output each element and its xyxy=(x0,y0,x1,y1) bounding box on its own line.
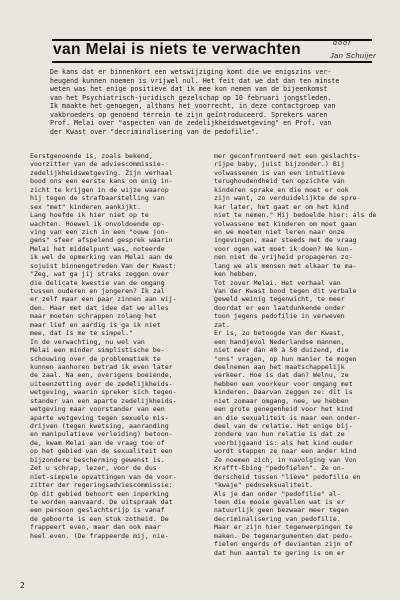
text-line: "Zeg, wat ga jij straks zeggen over xyxy=(30,270,169,279)
text-line: te worden aanvaard. De uitspraak dat xyxy=(30,497,173,506)
text-line: ik wel de opmerking van Melai aan de xyxy=(30,253,173,262)
text-line: de, kwam Melai aan de vraag toe of xyxy=(30,438,165,447)
text-line: deelnemen aan het maatschappelijk xyxy=(214,362,345,371)
text-line: en die sexualiteit is maar een onder- xyxy=(214,413,361,422)
text-line: Eerstgenoende is, zoals bekend, xyxy=(30,152,153,160)
text-line: een handjevol Nederlandse mannen, xyxy=(214,337,345,346)
text-line: dat hun aantal te gering is om er xyxy=(214,548,345,557)
intro-line: Prof. Melai over "aspecten van de zedelijkheidswetgeving" en Prof. van xyxy=(50,119,332,128)
text-line: ingevingen, maar steeds met de vraag xyxy=(214,236,357,245)
text-line: Maar er zijn hier tegenwerpingen te xyxy=(214,523,353,532)
text-line: ken hebben. xyxy=(214,270,258,279)
right-column xyxy=(214,152,377,557)
text-line: die delicate kwestie van de omgang xyxy=(30,278,165,287)
intro-line: Ik maakte het genoegen, althans het voorrecht, in deze contactgroep van xyxy=(50,102,336,111)
text-line: zitter der regeringsadviescommissie: xyxy=(30,481,173,490)
text-line: Tot zover Melai. Het verhaal van xyxy=(214,278,341,287)
intro-line: der Kwast over "decriminalisering van de pedofilie". xyxy=(50,127,260,136)
text-line: bood ons een eerste kans om enig in- xyxy=(30,177,173,186)
left-column xyxy=(30,152,193,540)
text-line: derscheid tussen "lieve" pedofilie en xyxy=(214,472,361,481)
text-line: uiteenzetting over de zedelijkheids- xyxy=(30,379,173,388)
text-line: zat. xyxy=(214,320,230,329)
intro-line: vakbroeders op genoend terrein te zijn geïntroduceerd. Sprekers waren xyxy=(50,110,328,119)
text-line: maar lief en aardig is ga ik niet xyxy=(30,320,161,329)
text-line: In de verwachting, nu wel van xyxy=(30,337,145,346)
text-line: zedelijkheidswetgeving. Zijn verhaal xyxy=(30,168,173,177)
intro-line: van het Psychiatrisch-juridisch gezelschap op 10 februari jongstleden. xyxy=(50,93,332,102)
text-line: rijpe baby, juist bijzonder.) Bij xyxy=(214,160,345,169)
text-line: natuurlijk geen bezwaar meer tegen xyxy=(214,506,349,515)
text-line: nen niet de vrijheid propageren zo- xyxy=(214,253,353,262)
text-line: aparte wetgeving tegen sexuele mis- xyxy=(30,413,169,422)
text-line: Lang hoefde ik hier niet op te xyxy=(30,211,149,220)
text-line: wetgeving maar voorstander van een xyxy=(30,405,165,414)
text-line: tussen ouderen en jongeren? Ik zal xyxy=(30,287,165,295)
text-line: op het gebied van de sexualiteit een xyxy=(30,447,173,456)
text-line: decriminalisering van pedofilie. xyxy=(214,514,341,523)
text-line: hebben een voorkeur voor omgang met xyxy=(214,379,353,388)
text-line: en we moeten niet leren naar onze xyxy=(214,227,345,236)
text-line: wachten. Hoewel ik onvoldoende op- xyxy=(30,219,165,228)
text-line: ving van een zich in een "ouwe jon- xyxy=(30,227,169,236)
text-line: Er is, zo betoogde Van der Kwast, xyxy=(214,329,345,338)
text-line: kunnen aanhoren betrad ik even later xyxy=(30,362,173,371)
text-line: zijn want, zo verduidelijkte de spre- xyxy=(214,194,361,203)
text-line: toon jegens pedofilie in verweven xyxy=(214,312,345,321)
text-line: en manipulatieve verleiding) betoon- xyxy=(30,430,173,439)
intro-line: heugend kunnen noemen is vrijwel nul. Het feit dat we dat dan ten minste xyxy=(50,76,340,85)
text-line: de geboorte is een stuk zotheid. De xyxy=(30,514,169,523)
text-line: Melai het middelpunt was, noteerde xyxy=(30,244,165,253)
text-line: fielen engerds of devianten zijn of xyxy=(214,540,353,549)
text-line: voorzitter van de adviescommissie- xyxy=(30,160,165,169)
article-title: van Melai is niets te verwachten xyxy=(53,41,301,58)
text-line: Ze noemen zich, in navolging van Von xyxy=(214,455,357,464)
text-line: voorbijgaand is: als het kind ouder xyxy=(214,438,353,447)
text-line: schouwing over de problematiek te xyxy=(30,354,161,363)
text-line: volwassenen is van een intuitieve xyxy=(214,168,345,177)
byline-author: Jan Schuijer xyxy=(330,51,377,60)
intro-line: De kans dat er binnenkort een wetswijziging komt die we enigszins ver- xyxy=(50,68,332,76)
text-line: wetgeving, waarin spreker sich tegen- xyxy=(30,388,177,397)
text-line: zicht te krijgen in de wijze waarop xyxy=(30,185,169,194)
text-line: kar later, het gaat er om het kind xyxy=(214,202,349,211)
text-line: kinderen sprake en die moet er ook xyxy=(214,185,349,194)
text-line: frappeert even, maar dan ook maar xyxy=(30,523,161,532)
text-line: sojuist binnengetreden Van der Kwast: xyxy=(30,261,177,270)
article-intro xyxy=(50,68,372,136)
text-line: een grote genegenheid voor het kind xyxy=(214,405,353,414)
text-line: geweld weinig tegenwicht, te meer xyxy=(214,295,345,304)
text-line: niet-simpele opvattingen van de voor- xyxy=(30,472,177,481)
page-number: 2 xyxy=(20,581,25,590)
text-line: doordat er een laatdunkende onder xyxy=(214,303,345,312)
text-line: mee, dat is me te simpel." xyxy=(30,329,134,338)
text-line: volwassene met kinderen om moet gaan xyxy=(214,219,357,228)
title-rule-bottom xyxy=(52,61,372,63)
text-line: stander van een aparte zedelijkheids- xyxy=(30,396,177,405)
byline-prefix: door xyxy=(333,40,352,47)
text-line: hij tegen de strafbaarstelling van xyxy=(30,194,165,203)
text-line: wordt stappen ze naar een ander kind xyxy=(214,447,357,456)
text-line: drijven (tegen kwetsing, aanranding xyxy=(30,422,169,430)
text-line: "kwaje" pedoseksualiteit. xyxy=(214,481,314,490)
text-line: heel even. (De frappeerde mij, nie- xyxy=(30,531,169,540)
text-line: gens" sfeer afspelend gesprek waarin xyxy=(30,236,173,245)
text-line: maken. De tegenargumenten dat pedo- xyxy=(214,531,353,540)
text-line: leen die mooie gevallen wat is er xyxy=(214,497,345,506)
text-line: "ons" vragen, op hun manier te mogen xyxy=(214,354,357,363)
text-line: bijzondere bescherming gewenst is. xyxy=(30,455,165,464)
text-line: Van der Kwast bood tegen dit verbale xyxy=(214,287,357,295)
text-line: maar moeten schrappen zolang het xyxy=(30,312,157,321)
text-line: niet zomaar omgang, nee, we hebben xyxy=(214,396,349,405)
text-line: een persoon geslachtsrijp is vanaf xyxy=(30,506,165,515)
text-line: Krafft-Ebing "pedofielen". Ze on- xyxy=(214,464,345,473)
intro-line: weten was het enige positieve dat ik mee kon nemen van de bijeenkomst xyxy=(50,85,328,94)
text-line: kinderen. Daarvan zeggen ze: dit is xyxy=(214,388,353,397)
text-line: zondere van hun relatie is dat ze xyxy=(214,430,345,439)
text-line: voor ogen wat moet ik doen? We kun- xyxy=(214,244,353,253)
text-line: den. Maar met dat idee dat we alles xyxy=(30,303,169,312)
text-line: Zet u schrap, lezer, voor de dus xyxy=(30,464,157,473)
text-line: niet te nemen." Hij bedoelde hier: als de xyxy=(214,211,377,220)
text-line: de zaal. Na een, overigens boeiende, xyxy=(30,371,173,380)
text-line: Als je dan onder "pedofilie" al- xyxy=(214,489,341,498)
text-line: niet meer dan 40 à 50 duizend, die xyxy=(214,346,349,355)
text-line: er zelf maar een paar zinnen aan wij- xyxy=(30,295,177,304)
text-line: deel van de relatie. Het enige bij- xyxy=(214,422,353,430)
text-line: Melai een minder simplistische be- xyxy=(30,346,165,355)
text-line: verkeer. Hoe is dat dan? Welnu, ze xyxy=(214,371,349,380)
text-line: Op dit gebied behoort een inperking xyxy=(30,489,169,498)
text-line: lang we als mensen met elkaar te ma- xyxy=(214,261,357,270)
text-line: sex "met" kinderen aankijkt. xyxy=(30,202,141,211)
text-line: terughoudendheid ten opzichte van xyxy=(214,177,345,186)
text-line: mer geconfronteerd met een geslachts- xyxy=(214,152,361,160)
